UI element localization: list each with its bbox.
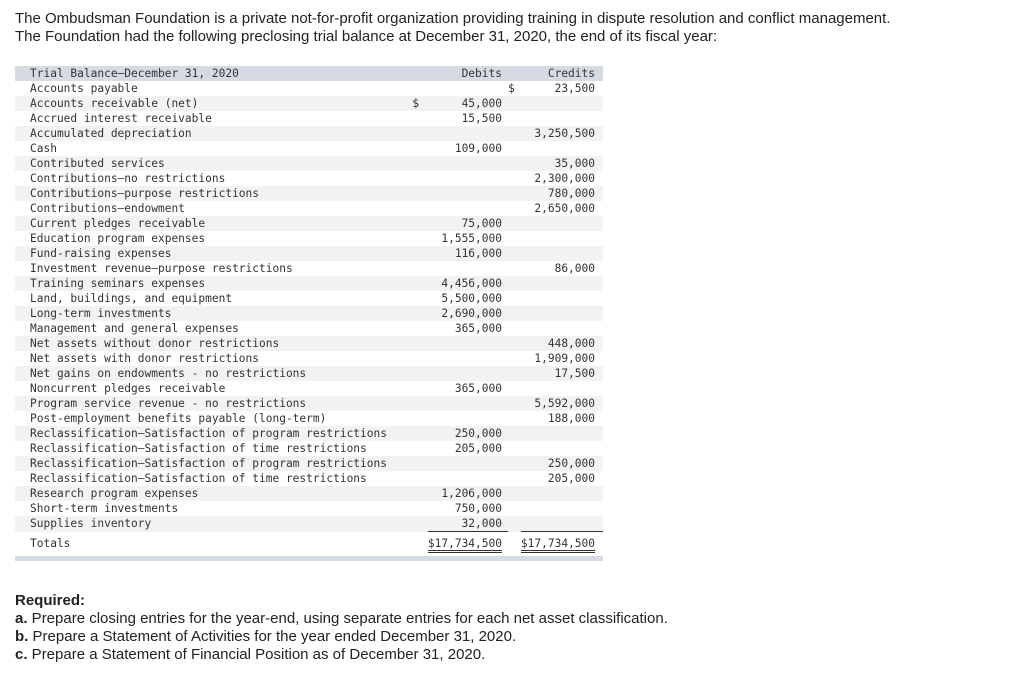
credit-currency-symbol xyxy=(508,396,521,411)
credit-amount xyxy=(521,96,603,111)
debit-currency-symbol xyxy=(412,441,428,456)
credit-currency-symbol xyxy=(508,366,521,381)
credit-amount xyxy=(521,111,603,126)
table-row xyxy=(15,216,603,231)
credits-total-cell xyxy=(521,532,603,557)
account-name: Reclassification—Satisfaction of program restrictions xyxy=(15,456,412,471)
debit-amount: 205,000 xyxy=(454,442,502,455)
account-name: Net assets with donor restrictions xyxy=(30,352,260,365)
credit-currency-symbol xyxy=(508,171,521,186)
debit-currency-symbol xyxy=(412,396,428,411)
credit-amount: 250,000 xyxy=(521,456,603,471)
trial-balance xyxy=(15,66,603,561)
credit-amount: 188,000 xyxy=(547,412,595,425)
table-row xyxy=(15,351,603,366)
debit-currency-symbol xyxy=(412,471,428,486)
credits-total: $17,734,500 xyxy=(521,537,595,553)
credit-currency-symbol xyxy=(508,441,521,456)
table-row xyxy=(15,456,603,471)
debit-amount xyxy=(428,351,508,366)
account-name: Current pledges receivable xyxy=(15,216,412,231)
account-name: Training seminars expenses xyxy=(15,276,412,291)
totals-label: Totals xyxy=(30,536,71,550)
account-name: Investment revenue—purpose restrictions xyxy=(30,262,293,275)
debit-amount xyxy=(428,396,508,411)
table-row xyxy=(15,321,603,336)
debit-amount xyxy=(428,156,508,171)
debit-currency-symbol xyxy=(412,336,428,351)
account-name: Fund-raising expenses xyxy=(15,246,412,261)
credit-amount xyxy=(521,276,603,291)
credits-header: Credits xyxy=(521,66,603,81)
table-row xyxy=(15,111,603,126)
debit-currency-symbol xyxy=(412,261,428,276)
credit-amount xyxy=(521,321,603,336)
debit-amount: 5,500,000 xyxy=(441,292,502,305)
required-item-text: Prepare a Statement of Activities for the year ended December 31, 2020. xyxy=(28,628,517,645)
account-name: Reclassification—Satisfaction of program restrictions xyxy=(15,426,412,441)
account-name: Management and general expenses xyxy=(30,322,239,335)
table-row xyxy=(15,141,603,156)
debit-amount: 750,000 xyxy=(454,502,502,515)
debit-amount: 109,000 xyxy=(454,142,502,155)
debit-currency-symbol xyxy=(412,291,428,306)
account-name: Contributed services xyxy=(15,156,412,171)
table-row xyxy=(15,261,603,276)
debit-currency-symbol xyxy=(412,276,428,291)
credit-currency-symbol xyxy=(508,141,521,156)
debits-total-cell xyxy=(428,532,508,557)
required-title: Required: xyxy=(15,592,86,609)
credit-currency-symbol xyxy=(508,261,521,276)
account-name: Accounts payable xyxy=(30,82,138,95)
table-row xyxy=(15,411,603,426)
credit-currency-symbol xyxy=(508,381,521,396)
table-row xyxy=(15,291,603,306)
table-row xyxy=(15,276,603,291)
required-item-letter: a. xyxy=(15,610,28,627)
debit-amount xyxy=(428,336,508,351)
required-item-b xyxy=(15,628,1015,646)
table-row xyxy=(15,246,603,261)
debit-currency-symbol xyxy=(412,351,428,366)
debit-amount xyxy=(428,171,508,186)
debit-currency-symbol xyxy=(412,231,428,246)
debit-amount xyxy=(428,126,508,141)
credit-currency-symbol xyxy=(508,291,521,306)
credit-amount: 5,592,000 xyxy=(521,396,603,411)
intro-line-1: The Ombudsman Foundation is a private not-for-profit organization providing training in dispute resolution and conflict management. xyxy=(15,10,891,27)
required-item-a xyxy=(15,610,1015,628)
table-header-row xyxy=(15,66,603,81)
account-name: Program service revenue - no restrictions xyxy=(15,396,412,411)
credit-amount xyxy=(521,306,603,321)
account-name: Research program expenses xyxy=(15,486,412,501)
credit-amount: 86,000 xyxy=(554,262,595,275)
credit-currency-symbol xyxy=(508,276,521,291)
debit-amount xyxy=(428,201,508,216)
credit-amount: 23,500 xyxy=(554,82,595,95)
account-name: Education program expenses xyxy=(30,232,206,245)
credit-currency-symbol xyxy=(508,426,521,441)
credit-currency-symbol xyxy=(508,486,521,501)
table-row xyxy=(15,471,603,486)
credit-amount xyxy=(521,501,603,516)
totals-row xyxy=(15,532,603,557)
account-name: Post-employment benefits payable (long-term) xyxy=(30,412,327,425)
debit-amount xyxy=(428,456,508,471)
credit-amount xyxy=(521,441,603,456)
account-name: Contributions—purpose restrictions xyxy=(15,186,412,201)
credit-amount: 17,500 xyxy=(521,366,603,381)
account-name: Net gains on endowments - no restrictions xyxy=(15,366,412,381)
credit-amount xyxy=(521,426,603,441)
table-row xyxy=(15,486,603,501)
table-row xyxy=(15,396,603,411)
credit-currency-symbol xyxy=(508,246,521,261)
credit-amount: 205,000 xyxy=(547,472,595,485)
debit-amount: 15,500 xyxy=(461,112,502,125)
account-name: Land, buildings, and equipment xyxy=(30,292,233,305)
debits-header: Debits xyxy=(428,66,508,81)
table-row xyxy=(15,231,603,246)
credit-amount xyxy=(521,231,603,246)
debit-amount: 45,000 xyxy=(428,96,508,111)
table-row xyxy=(15,201,603,216)
required-item-text: Prepare a Statement of Financial Position as of December 31, 2020. xyxy=(27,646,486,663)
trial-balance-table xyxy=(15,66,603,556)
debit-currency-symbol xyxy=(412,171,428,186)
account-name: Net assets without donor restrictions xyxy=(15,336,412,351)
required-item-text: Prepare closing entries for the year-end, using separate entries for each net asset classification. xyxy=(27,610,668,627)
credit-amount xyxy=(521,216,603,231)
credit-currency-symbol xyxy=(508,306,521,321)
debit-amount xyxy=(428,411,508,426)
debit-amount: 1,555,000 xyxy=(441,232,502,245)
credit-currency-symbol xyxy=(508,516,521,532)
table-row xyxy=(15,516,603,532)
debit-currency-symbol xyxy=(412,366,428,381)
table-bottom-border xyxy=(15,556,603,561)
problem-intro xyxy=(15,10,1015,46)
trial-balance-title: Trial Balance—December 31, 2020 xyxy=(15,66,412,81)
account-name: Accrued interest receivable xyxy=(30,112,212,125)
table-row xyxy=(15,381,603,396)
credit-amount: 780,000 xyxy=(521,186,603,201)
table-row xyxy=(15,366,603,381)
debit-amount: 4,456,000 xyxy=(428,276,508,291)
table-row xyxy=(15,336,603,351)
credit-currency-symbol xyxy=(508,201,521,216)
table-row xyxy=(15,96,603,111)
credit-currency-symbol xyxy=(508,156,521,171)
table-row xyxy=(15,186,603,201)
debit-currency-symbol xyxy=(412,126,428,141)
debit-currency-symbol xyxy=(412,381,428,396)
debit-currency-symbol xyxy=(412,186,428,201)
debit-currency-symbol xyxy=(412,516,428,532)
debit-currency-symbol xyxy=(412,426,428,441)
debit-amount xyxy=(428,81,508,96)
debit-currency-symbol xyxy=(412,246,428,261)
account-name: Reclassification—Satisfaction of time restrictions xyxy=(30,472,367,485)
required-section xyxy=(15,592,1015,664)
debit-currency-symbol: $ xyxy=(412,96,428,111)
debit-amount: 32,000 xyxy=(428,516,508,532)
table-row xyxy=(15,156,603,171)
credit-amount xyxy=(521,381,603,396)
debit-amount xyxy=(428,261,508,276)
credit-amount xyxy=(521,516,603,532)
debit-currency-symbol xyxy=(412,141,428,156)
account-name: Accumulated depreciation xyxy=(15,126,412,141)
account-name: Contributions—endowment xyxy=(30,202,185,215)
debit-currency-symbol xyxy=(412,81,428,96)
credit-currency-symbol: $ xyxy=(507,82,515,95)
credit-currency-symbol xyxy=(508,216,521,231)
credit-currency-symbol xyxy=(508,471,521,486)
debit-amount: 75,000 xyxy=(428,216,508,231)
account-name: Reclassification—Satisfaction of time restrictions xyxy=(30,442,367,455)
debit-currency-symbol xyxy=(412,111,428,126)
account-name: Accounts receivable (net) xyxy=(15,96,412,111)
account-name: Supplies inventory xyxy=(15,516,412,532)
debit-amount: 365,000 xyxy=(454,322,502,335)
table-row xyxy=(15,306,603,321)
required-item-letter: c. xyxy=(15,646,28,663)
debit-amount xyxy=(428,366,508,381)
credit-currency-symbol xyxy=(508,96,521,111)
debit-currency-symbol xyxy=(412,456,428,471)
credit-currency-symbol xyxy=(508,186,521,201)
debit-currency-symbol xyxy=(412,486,428,501)
credit-currency-symbol xyxy=(508,126,521,141)
credit-amount: 2,650,000 xyxy=(534,202,595,215)
credit-currency-symbol xyxy=(508,351,521,366)
credit-amount xyxy=(521,141,603,156)
credit-amount: 448,000 xyxy=(521,336,603,351)
debit-amount: 1,206,000 xyxy=(428,486,508,501)
credit-amount: 2,300,000 xyxy=(534,172,595,185)
account-name: Contributions—no restrictions xyxy=(30,172,226,185)
debit-amount: 250,000 xyxy=(428,426,508,441)
table-row xyxy=(15,501,603,516)
debit-currency-symbol xyxy=(412,321,428,336)
credit-currency-symbol xyxy=(508,411,521,426)
credit-currency-symbol xyxy=(508,336,521,351)
debit-amount: 116,000 xyxy=(428,246,508,261)
credit-amount xyxy=(521,246,603,261)
account-name: Cash xyxy=(30,142,57,155)
debit-currency-symbol xyxy=(412,306,428,321)
credit-currency-symbol xyxy=(508,231,521,246)
credit-currency-symbol xyxy=(508,501,521,516)
debit-amount xyxy=(428,471,508,486)
debit-amount: 2,690,000 xyxy=(428,306,508,321)
debit-amount: 365,000 xyxy=(454,382,502,395)
required-item-letter: b. xyxy=(15,628,29,645)
table-row xyxy=(15,171,603,186)
account-name: Short-term investments xyxy=(30,502,179,515)
credit-currency-symbol xyxy=(508,321,521,336)
credit-currency-symbol xyxy=(508,456,521,471)
required-item-c xyxy=(15,646,1015,664)
account-name: Long-term investments xyxy=(15,306,412,321)
debit-currency-symbol xyxy=(412,411,428,426)
debits-total: $17,734,500 xyxy=(428,537,502,553)
debit-currency-symbol xyxy=(412,501,428,516)
credit-amount: 35,000 xyxy=(521,156,603,171)
credit-amount xyxy=(521,291,603,306)
debit-currency-symbol xyxy=(412,216,428,231)
table-row xyxy=(15,441,603,456)
credit-amount xyxy=(521,486,603,501)
debit-currency-symbol xyxy=(412,156,428,171)
account-name: Noncurrent pledges receivable xyxy=(30,382,226,395)
intro-line-2: The Foundation had the following preclosing trial balance at December 31, 2020, the end of its fiscal year: xyxy=(15,28,718,45)
table-row xyxy=(15,426,603,441)
credit-amount: 3,250,500 xyxy=(521,126,603,141)
debit-currency-symbol xyxy=(412,201,428,216)
table-row xyxy=(15,81,603,96)
debit-amount xyxy=(428,186,508,201)
credit-amount: 1,909,000 xyxy=(534,352,595,365)
credit-currency-symbol xyxy=(508,111,521,126)
table-row xyxy=(15,126,603,141)
